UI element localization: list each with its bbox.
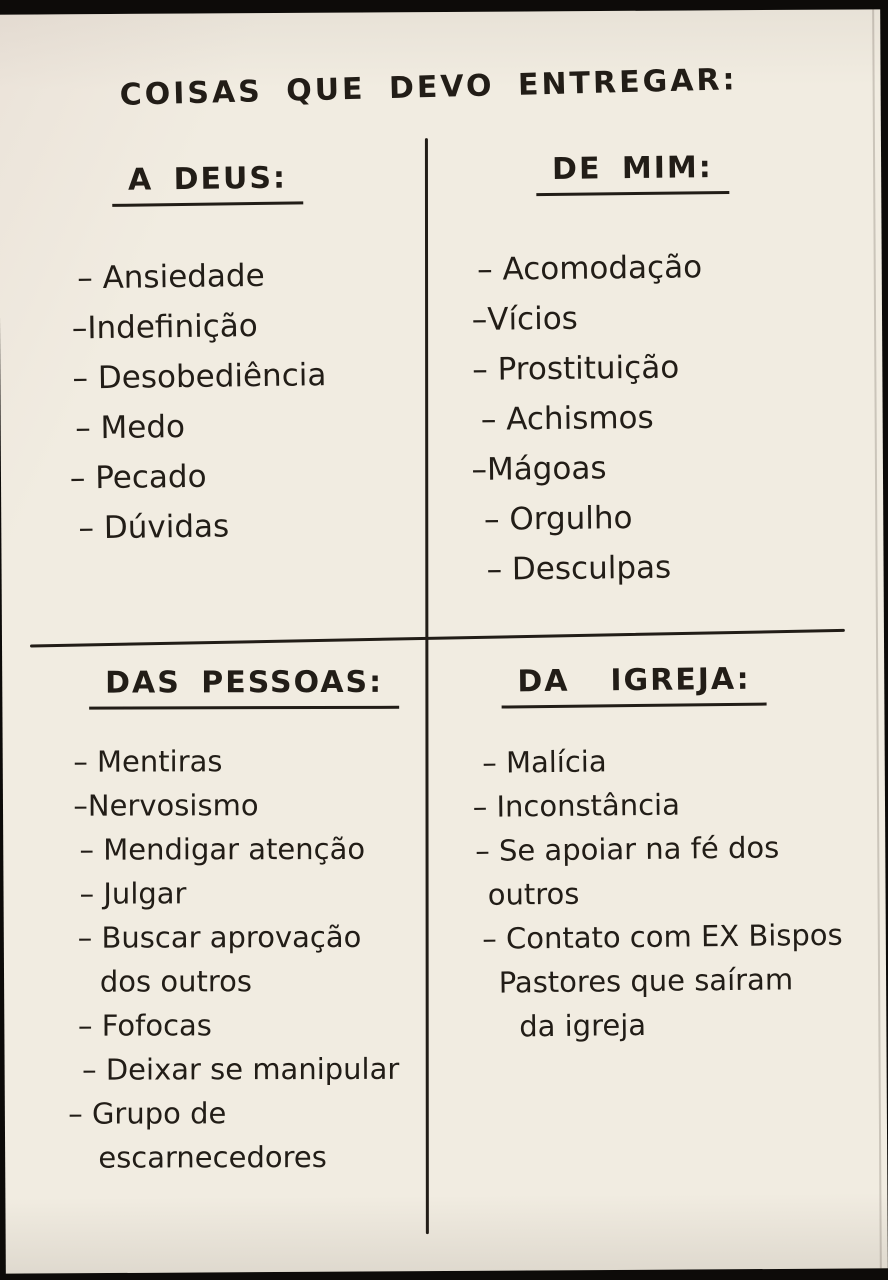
- list-item: – Orgulho: [483, 500, 633, 538]
- list-a-deus: [59, 249, 428, 554]
- list-item: –Indefinição: [71, 308, 258, 347]
- list-item: – Medo: [74, 408, 186, 447]
- list-item: – Malícia: [482, 744, 607, 780]
- list-item: –Vícios: [471, 300, 579, 338]
- list-da-igreja: [462, 736, 888, 1049]
- list-item-continuation: da igreja: [519, 1007, 647, 1044]
- list-item: – Ansiedade: [76, 257, 265, 297]
- list-das-pessoas: [63, 739, 432, 1180]
- list-item: – Deixar se manipular: [82, 1051, 400, 1087]
- quadrant-header-de-mim: DE MIM:: [536, 150, 729, 196]
- list-item: – Desculpas: [486, 549, 672, 588]
- horizontal-divider-line: [30, 629, 845, 648]
- list-item-continuation: dos outros: [99, 964, 253, 999]
- list-item-continuation: escarnecedores: [98, 1139, 327, 1175]
- quadrant-da-igreja: [461, 660, 888, 1049]
- list-item: – Grupo de: [68, 1096, 227, 1131]
- list-item: – Dúvidas: [78, 508, 230, 547]
- list-item: – Achismos: [480, 399, 654, 438]
- list-item: – Prostituição: [472, 349, 680, 388]
- list-item: –Mágoas: [471, 450, 607, 488]
- quadrant-das-pessoas: [63, 665, 432, 1180]
- list-item: – Buscar aprovação: [77, 919, 362, 955]
- list-item-continuation: outros: [487, 876, 580, 912]
- quadrant-de-mim: [458, 148, 888, 595]
- quadrant-header-das-pessoas: DAS PESSOAS:: [89, 665, 399, 710]
- list-item: – Inconstância: [472, 787, 681, 824]
- quadrant-a-deus: [58, 159, 428, 554]
- list-de-mim: [459, 240, 888, 595]
- list-item: – Pecado: [69, 458, 207, 497]
- list-item: – Desobediência: [72, 357, 327, 397]
- list-item: – Mendigar atenção: [79, 831, 366, 867]
- quadrant-header-da-igreja: DA IGREJA:: [501, 662, 767, 709]
- list-item: – Julgar: [79, 876, 187, 911]
- list-item: – Se apoiar na fé dos: [475, 830, 780, 868]
- list-item: – Mentiras: [73, 744, 223, 779]
- quadrant-header-a-deus: A DEUS:: [112, 160, 304, 206]
- list-item: – Fofocas: [77, 1008, 212, 1043]
- list-item: – Acomodação: [476, 249, 703, 288]
- list-item: – Contato com EX Bispos: [482, 917, 843, 956]
- paper-sheet: [0, 9, 888, 1273]
- list-item: –Nervosismo: [73, 788, 259, 823]
- list-item-continuation: Pastores que saíram: [498, 962, 794, 1000]
- page-title: COISAS QUE DEVO ENTREGAR:: [119, 62, 738, 113]
